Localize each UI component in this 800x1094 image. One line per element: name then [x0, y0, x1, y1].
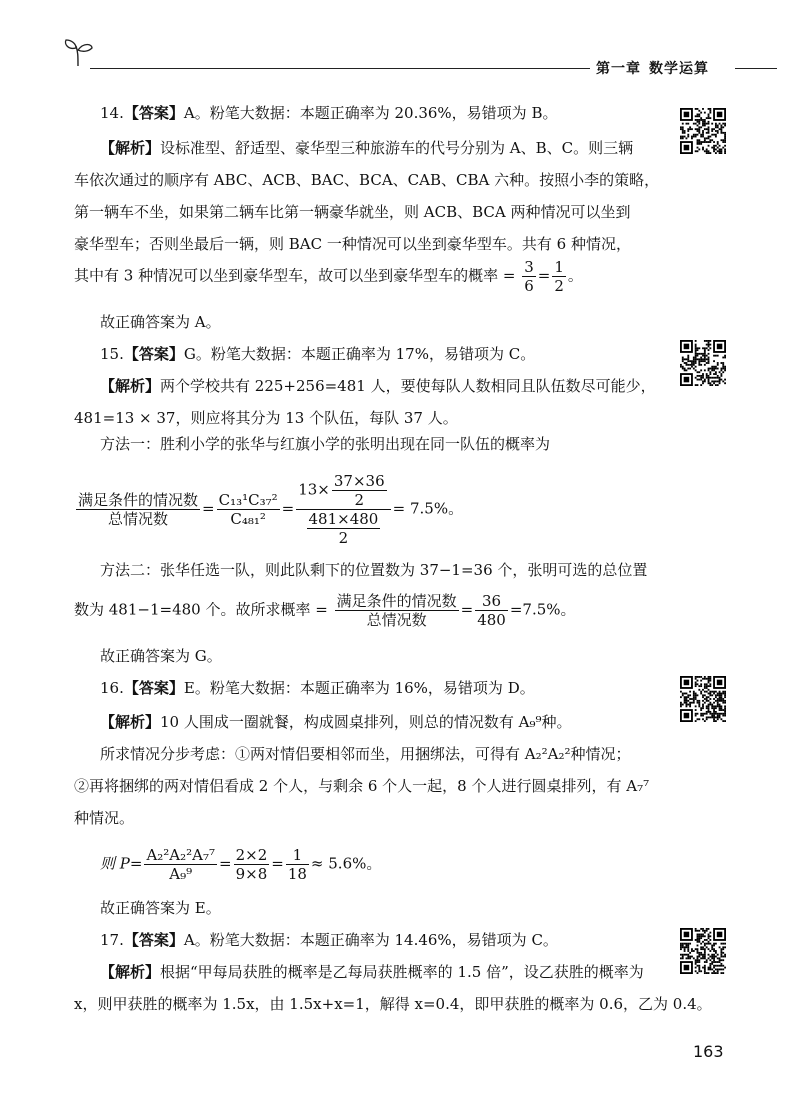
qr-code-icon[interactable] [680, 108, 726, 154]
q16-analysis-line: ②再将捆绑的两对情侣看成 2 个人，与剩余 6 个人一起，8 个人进行圆桌排列，有 A₇⁷ [74, 777, 650, 795]
q17-answer: 17.【答案】A。粉笔大数据：本题正确率为 14.46%，易错项为 C。 [100, 931, 558, 949]
q15-conclusion: 故正确答案为 G。 [100, 647, 222, 665]
fraction: $\frac{3}{6}$ [524, 258, 534, 295]
q14-analysis-line: 豪华型车；否则坐最后一辆，则 BAC 一种情况可以坐到豪华型车。共有 6 种情况， [74, 235, 631, 253]
q16-probability-formula: 则 P= $\frac{\text{A₂²A₂²A₇⁷}}{\text{A₉⁹}}$ = $\frac{2\times 2}{9\times 8}$ = $\frac{1}{18}$ ≈ 5.6%。 [100, 846, 382, 883]
q16-analysis-line: 所求情况分步考虑：①两对情侣要相邻而坐，用捆绑法，可得有 A₂²A₂²种情况； [100, 745, 631, 763]
q15-method2-formula: 数为 481−1=480 个。故所求概率 = 满足条件的情况数 总情况数 = $\frac{36}{480}$ =7.5%。 [74, 592, 576, 629]
q16-analysis-line: 【解析】10 人围成一圈就餐，构成圆桌排列，则总的情况数有 A₉⁹种。 [100, 713, 572, 731]
q14-analysis-line: 第一辆车不坐，如果第二辆车比第一辆豪华就坐，则 ACB、BCA 两种情况可以坐到 [74, 203, 631, 221]
fraction: $\frac{2\times 2}{9\times 8}$ [235, 846, 268, 883]
q14-probability-line: 其中有 3 种情况可以坐到豪华型车，故可以坐到豪华型车的概率 = $\frac{3}{6}$ = $\frac{1}{2}$ 。 [74, 258, 583, 295]
q16-conclusion: 故正确答案为 E。 [100, 899, 221, 917]
q15-method1: 方法一：胜利小学的张华与红旗小学的张明出现在同一队伍的概率为 [100, 435, 551, 453]
fraction: $\frac{36}{480}$ [477, 592, 506, 629]
q17-analysis-line: x，则甲获胜的概率为 1.5x，由 1.5x+x=1，解得 x=0.4，即甲获胜的概率为 0.6，乙为 0.4。 [74, 995, 712, 1013]
q14-conclusion: 故正确答案为 A。 [100, 313, 221, 331]
chapter-title: 数学运算 [649, 61, 709, 77]
fraction: 满足条件的情况数 总情况数 [78, 491, 199, 528]
fraction: $\frac{\text{A₂²A₂²A₇⁷}}{\text{A₉⁹}}$ [146, 846, 216, 883]
leaf-icon [62, 38, 96, 68]
q15-analysis-line: 481=13 × 37，则应将其分为 13 个队伍，每队 37 人。 [74, 409, 458, 427]
q16-analysis-line: 种情况。 [74, 809, 135, 827]
q14-analysis-line: 车依次通过的顺序有 ABC、ACB、BAC、BCA、CAB、CBA 六种。按照小李的策略， [74, 171, 660, 189]
fraction: 满足条件的情况数 总情况数 [336, 592, 457, 629]
q17-analysis-line: 【解析】根据“甲每局获胜的概率是乙每局获胜概率的 1.5 倍”，设乙获胜的概率为 [100, 963, 644, 981]
q15-analysis-line: 【解析】两个学校共有 225+256=481 人，要使每队人数相同且队伍数尽可能少， [100, 377, 656, 395]
q14-analysis-line: 【解析】设标准型、舒适型、豪华型三种旅游车的代号分别为 A、B、C。则三辆 [100, 139, 634, 157]
q15-answer: 15.【答案】G。粉笔大数据：本题正确率为 17%，易错项为 C。 [100, 345, 536, 363]
q14-answer: 14.【答案】A。粉笔大数据：本题正确率为 20.36%，易错项为 B。 [100, 104, 558, 122]
qr-code-icon[interactable] [680, 340, 726, 386]
fraction: $\frac{1}{2}$ [554, 258, 564, 295]
fraction: $\frac{\text{C₁₃¹C₃₇²}}{\text{C₄₈₁²}}$ [218, 491, 278, 528]
q15-method1-formula: 满足条件的情况数 总情况数 = $\frac{\text{C₁₃¹C₃₇²}}{\text{C₄₈₁²}}$ = 13× $\frac{37\times 36}{2}$ $\frac{481\times 480}{2}$ = 7.5%。 [78, 472, 464, 547]
header-text [596, 58, 717, 78]
header-rule-right [735, 68, 777, 69]
header-rule-left [90, 68, 590, 69]
page-number: 163 [693, 1042, 724, 1061]
fraction: $\frac{1}{18}$ [287, 846, 307, 883]
qr-code-icon[interactable] [680, 676, 726, 722]
nested-fraction: 13× $\frac{37\times 36}{2}$ $\frac{481\times 480}{2}$ [296, 472, 390, 547]
q15-method2-line: 方法二：张华任选一队，则此队剩下的位置数为 37−1=36 个，张明可选的总位置 [100, 561, 648, 579]
qr-code-icon[interactable] [680, 928, 726, 974]
chapter-label: 第一章 [596, 61, 641, 77]
q16-answer: 16.【答案】E。粉笔大数据：本题正确率为 16%，易错项为 D。 [100, 679, 535, 697]
